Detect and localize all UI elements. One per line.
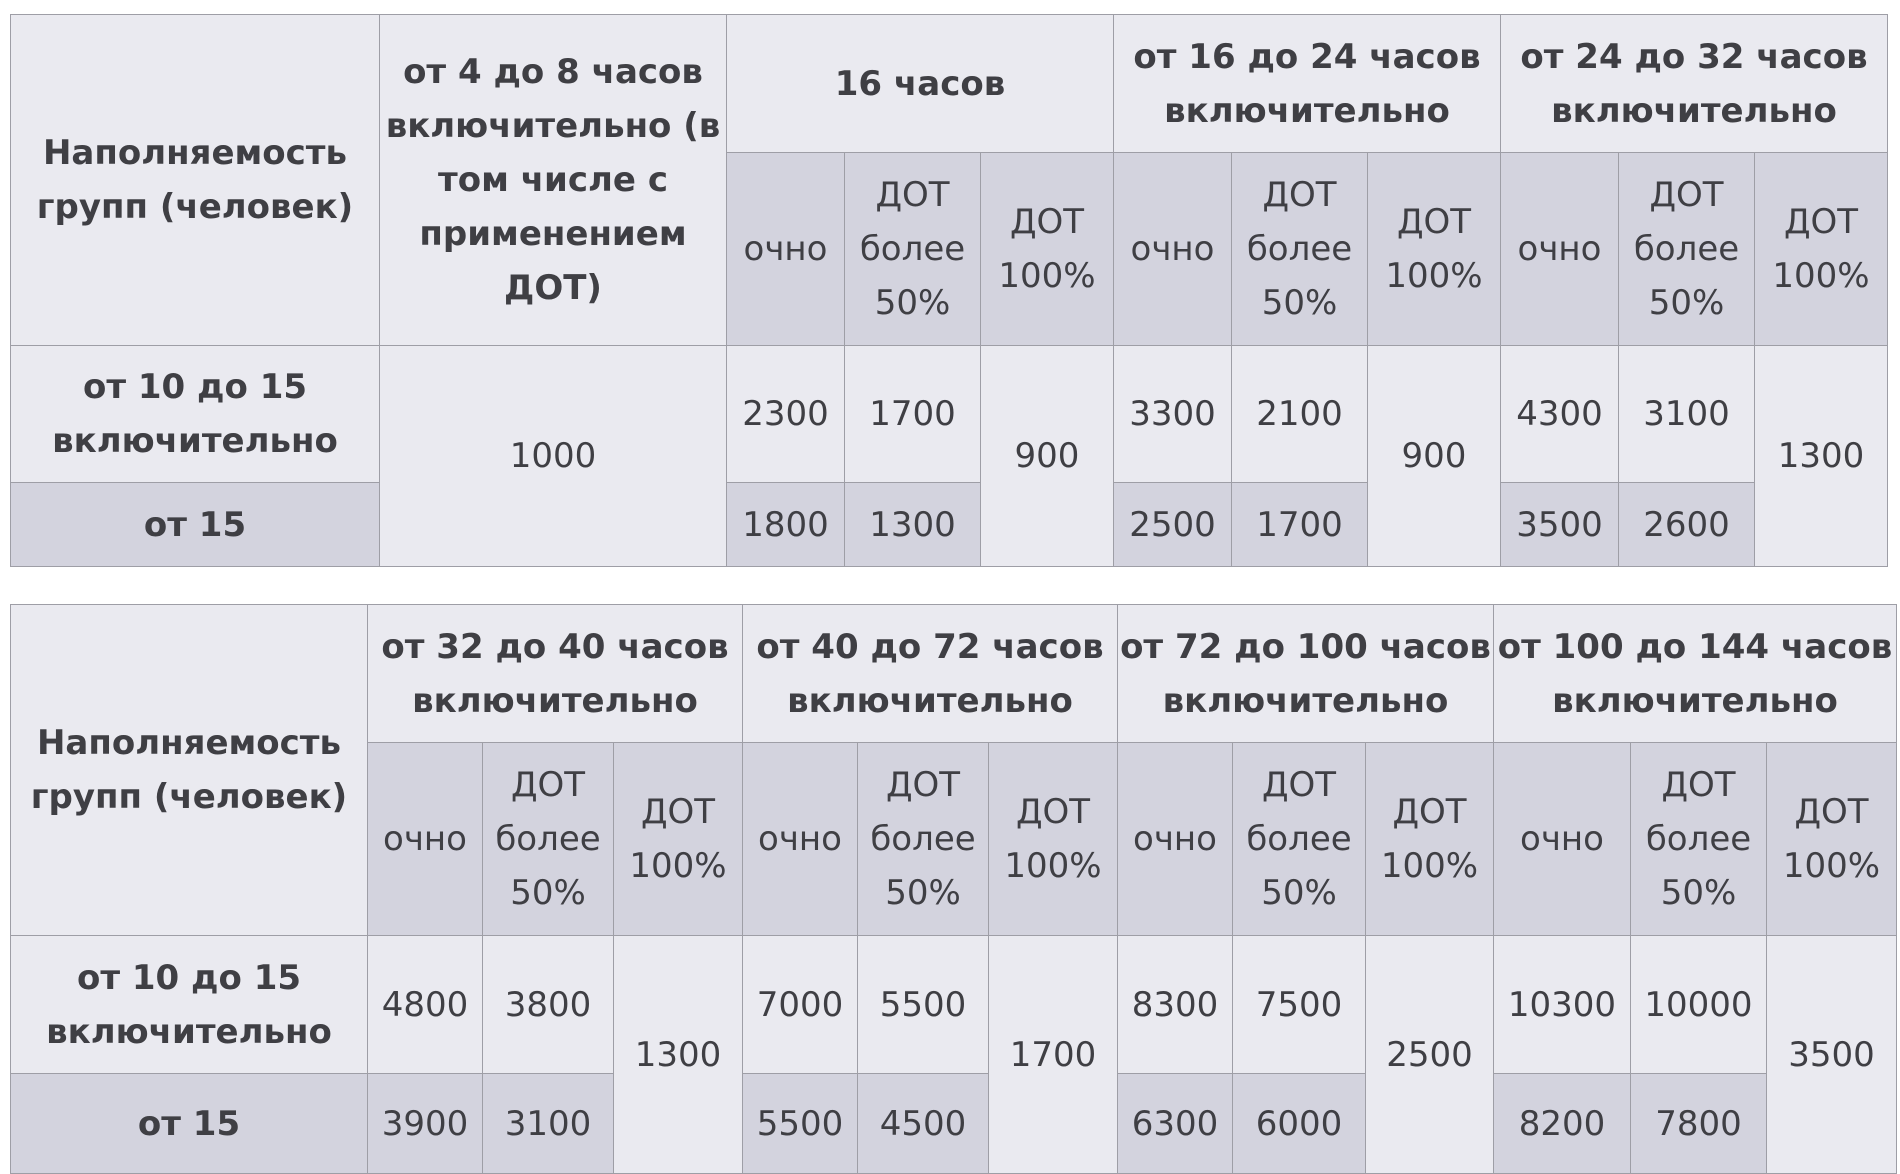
subheader-dot50: ДОТ более 50% (1233, 743, 1366, 936)
subheader-dot50: ДОТ более 50% (858, 743, 989, 936)
price-cell: 5500 (858, 936, 989, 1074)
price-cell: 3500 (1501, 483, 1619, 567)
price-cell: 1300 (845, 483, 981, 567)
price-cell: 10300 (1494, 936, 1631, 1074)
subheader-dot50: ДОТ более 50% (1232, 153, 1368, 346)
table-row (11, 936, 1897, 1074)
period-header-24-32: от 24 до 32 часов включительно (1501, 15, 1888, 153)
subheader-dot100: ДОТ 100% (614, 743, 743, 936)
subheader-dot50: ДОТ более 50% (1631, 743, 1767, 936)
price-table-1 (10, 14, 1888, 567)
subheader-ochno: очно (1501, 153, 1619, 346)
period-header-16-24: от 16 до 24 часов включительно (1114, 15, 1501, 153)
price-cell: 900 (981, 346, 1114, 567)
subheader-ochno: очно (1494, 743, 1631, 936)
subheader-dot100: ДОТ 100% (1755, 153, 1888, 346)
price-cell: 1000 (380, 346, 727, 567)
price-cell: 2500 (1114, 483, 1232, 567)
subheader-dot100: ДОТ 100% (1366, 743, 1494, 936)
price-cell: 1300 (614, 936, 743, 1174)
price-cell: 8200 (1494, 1074, 1631, 1174)
subheader-dot100: ДОТ 100% (981, 153, 1114, 346)
period-header-72-100: от 72 до 100 часов включительно (1118, 605, 1494, 743)
price-cell: 4300 (1501, 346, 1619, 483)
price-cell: 2500 (1366, 936, 1494, 1174)
price-cell: 2100 (1232, 346, 1368, 483)
price-cell: 3900 (368, 1074, 483, 1174)
table-row (11, 346, 1888, 483)
subheader-ochno: очно (1118, 743, 1233, 936)
row-label: от 15 (11, 483, 380, 567)
price-cell: 3100 (483, 1074, 614, 1174)
price-cell: 10000 (1631, 936, 1767, 1074)
price-cell: 7500 (1233, 936, 1366, 1074)
price-cell: 5500 (743, 1074, 858, 1174)
subheader-dot100: ДОТ 100% (1767, 743, 1897, 936)
period-header-16: 16 часов (727, 15, 1114, 153)
price-cell: 1800 (727, 483, 845, 567)
price-cell: 900 (1368, 346, 1501, 567)
price-table-2 (10, 604, 1897, 1174)
table-row (11, 483, 1888, 567)
subheader-ochno: очно (368, 743, 483, 936)
price-cell: 8300 (1118, 936, 1233, 1074)
price-cell: 1300 (1755, 346, 1888, 567)
group-size-header: Наполняемость групп (человек) (11, 15, 380, 346)
subheader-ochno: очно (727, 153, 845, 346)
row-label: от 10 до 15 включительно (11, 936, 368, 1074)
subheader-ochno: очно (743, 743, 858, 936)
subheader-dot50: ДОТ более 50% (1619, 153, 1755, 346)
period-header-100-144: от 100 до 144 часов включительно (1494, 605, 1897, 743)
row-label: от 15 (11, 1074, 368, 1174)
subheader-ochno: очно (1114, 153, 1232, 346)
price-cell: 2600 (1619, 483, 1755, 567)
price-cell: 3300 (1114, 346, 1232, 483)
price-cell: 4800 (368, 936, 483, 1074)
price-cell: 3100 (1619, 346, 1755, 483)
price-cell: 6000 (1233, 1074, 1366, 1174)
price-cell: 4500 (858, 1074, 989, 1174)
price-cell: 1700 (845, 346, 981, 483)
price-cell: 3500 (1767, 936, 1897, 1174)
row-label: от 10 до 15 включительно (11, 346, 380, 483)
price-cell: 1700 (989, 936, 1118, 1174)
subheader-dot50: ДОТ более 50% (845, 153, 981, 346)
table-row (11, 1074, 1897, 1174)
price-cell: 3800 (483, 936, 614, 1074)
period-header-4-8: от 4 до 8 часов включительно (в том числе с применением ДОТ) (380, 15, 727, 346)
price-cell: 7000 (743, 936, 858, 1074)
price-cell: 7800 (1631, 1074, 1767, 1174)
price-cell: 2300 (727, 346, 845, 483)
subheader-dot50: ДОТ более 50% (483, 743, 614, 936)
subheader-dot100: ДОТ 100% (989, 743, 1118, 936)
price-cell: 6300 (1118, 1074, 1233, 1174)
period-header-32-40: от 32 до 40 часов включительно (368, 605, 743, 743)
period-header-40-72: от 40 до 72 часов включительно (743, 605, 1118, 743)
group-size-header: Наполняемость групп (человек) (11, 605, 368, 936)
subheader-dot100: ДОТ 100% (1368, 153, 1501, 346)
price-cell: 1700 (1232, 483, 1368, 567)
